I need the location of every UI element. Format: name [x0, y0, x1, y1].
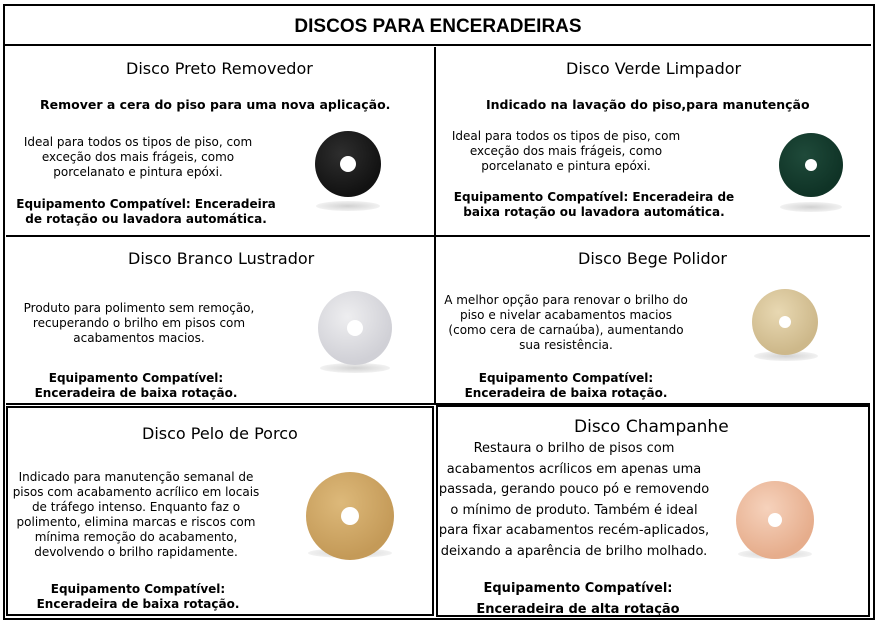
green-disc-image: [779, 133, 843, 197]
card-subtitle: Indicado na lavação do piso,para manutenção: [486, 97, 810, 112]
card-description: Indicado para manutenção semanal de pisos com acabamento acrílico em locais de tráfego intenso. Enquanto faz o polimento, elimina marcas e riscos com mínima remoção do acabamento, devolvendo o brilho rapidamente.: [12, 470, 260, 559]
card-disco-bege: [436, 237, 870, 405]
card-description: Ideal para todos os tipos de piso, com exceção dos mais frágeis, como porcelanato e pintura epóxi.: [451, 129, 681, 173]
card-disco-branco: [6, 237, 436, 405]
title-bar: [5, 6, 871, 46]
card-disco-pelo-de-porco: [6, 406, 434, 616]
card-equipment: Equipamento Compatível: Enceradeira de rotação ou lavadora automática.: [16, 197, 276, 226]
card-description: Restaura o brilho de pisos com acabamentos acrílicos em apenas uma passada, gerando pouco pó e removendo o mínimo de produto. Também é ideal para fixar acabamentos recém-aplicados, deixando a aparência de brilho molhado.: [438, 441, 710, 559]
card-disco-champanhe: [436, 405, 870, 617]
card-disco-preto: [6, 47, 436, 237]
card-title: Disco Preto Removedor: [126, 59, 313, 78]
page-title: DISCOS PARA ENCERADEIRAS: [294, 16, 582, 37]
champagne-disc-image: [736, 481, 814, 559]
black-disc-image: [315, 131, 381, 197]
beige-disc-image: [752, 289, 818, 355]
card-description: A melhor opção para renovar o brilho do piso e nivelar acabamentos macios (como cera de carnaúba), aumentando sua resistência.: [444, 293, 688, 352]
card-subtitle: Remover a cera do piso para uma nova aplicação.: [40, 97, 391, 112]
card-title: Disco Champanhe: [574, 417, 729, 437]
card-description: Ideal para todos os tipos de piso, com exceção dos mais frágeis, como porcelanato e pintura epóxi.: [23, 135, 253, 179]
disc-shadow: [780, 202, 842, 212]
card-title: Disco Branco Lustrador: [128, 249, 315, 268]
hog-hair-disc-image: [306, 472, 394, 560]
white-disc-image: [318, 291, 392, 365]
card-title: Disco Pelo de Porco: [142, 424, 298, 443]
card-equipment: Equipamento Compatível: Enceradeira de baixa rotação.: [36, 582, 240, 611]
card-description: Produto para polimento sem remoção, recuperando o brilho em pisos com acabamentos macios.: [23, 301, 255, 345]
card-title: Disco Verde Limpador: [566, 59, 742, 78]
card-title: Disco Bege Polidor: [578, 249, 727, 268]
disc-shadow: [316, 201, 380, 211]
card-equipment: Equipamento Compatível: Enceradeira de baixa rotação.: [464, 371, 668, 400]
card-disco-verde: [436, 47, 870, 237]
card-equipment: Equipamento Compatível: Enceradeira de baixa rotação ou lavadora automática.: [453, 190, 735, 219]
card-equipment: Equipamento Compatível: Enceradeira de baixa rotação.: [34, 371, 238, 400]
card-equipment: Equipamento Compatível: Enceradeira de alta rotação: [476, 581, 680, 617]
